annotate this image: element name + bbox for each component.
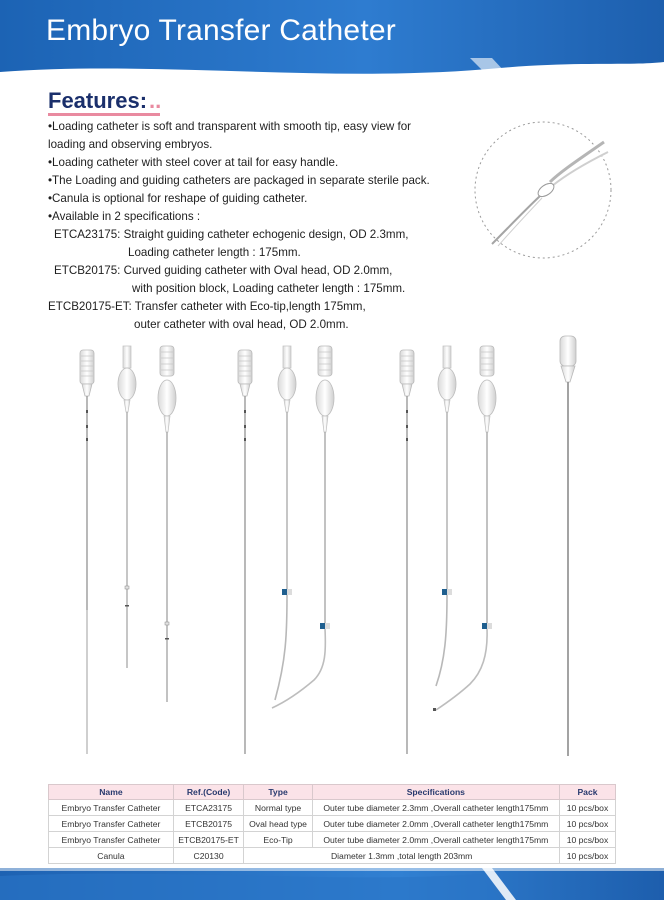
- table-cell: Eco-Tip: [244, 832, 312, 848]
- catheter-set-etcb20175: [238, 346, 334, 754]
- table-cell: Canula: [49, 848, 174, 864]
- table-cell: Embryo Transfer Catheter: [49, 832, 174, 848]
- features-heading-text: Features:: [48, 88, 148, 113]
- table-row-canula: [49, 848, 616, 864]
- footer-banner: [0, 868, 664, 900]
- spec-etca23175-cont: Loading catheter length : 175mm.: [128, 246, 301, 259]
- features-heading: [48, 88, 161, 114]
- feature-item: •The Loading and guiding catheters are packaged in separate sterile pack.: [48, 174, 430, 187]
- spec-etcb20175-et: ETCB20175-ET: Transfer catheter with Eco-tip,length 175mm,: [48, 300, 366, 313]
- table-cell: 10 pcs/box: [559, 816, 615, 832]
- footer-wave-decoration: [0, 868, 664, 900]
- specifications-table: [48, 784, 616, 864]
- features-underline: [48, 113, 160, 116]
- table-cell: Outer tube diameter 2.0mm ,Overall catheter length175mm: [312, 832, 559, 848]
- feature-item: •Loading catheter with steel cover at tail for easy handle.: [48, 156, 339, 169]
- feature-item: loading and observing embryos.: [48, 138, 213, 151]
- feature-list: [48, 118, 468, 334]
- feature-item: •Available in 2 specifications :: [48, 210, 201, 223]
- table-row: [49, 816, 616, 832]
- canula-illustration: [560, 336, 576, 756]
- table-cell: Normal type: [244, 800, 312, 816]
- catheter-set-etca23175: [80, 346, 176, 754]
- table-cell: Outer tube diameter 2.0mm ,Overall catheter length175mm: [312, 816, 559, 832]
- table-cell: Embryo Transfer Catheter: [49, 816, 174, 832]
- column-header: Name: [49, 785, 174, 800]
- table-cell: Diameter 1.3mm ,total length 203mm: [244, 848, 560, 864]
- spec-etcb20175: ETCB20175: Curved guiding catheter with Oval head, OD 2.0mm,: [54, 264, 393, 277]
- header-banner: [0, 0, 664, 78]
- table-cell: Outer tube diameter 2.3mm ,Overall catheter length175mm: [312, 800, 559, 816]
- table-header-row: [49, 785, 616, 800]
- catheter-tip-closeup-illustration: [468, 120, 618, 260]
- product-illustrations: [0, 330, 664, 770]
- feature-item: •Canula is optional for reshape of guiding catheter.: [48, 192, 308, 205]
- header-wave-decoration: [0, 58, 664, 78]
- table-cell: ETCB20175-ET: [173, 832, 244, 848]
- table-cell: C20130: [173, 848, 244, 864]
- features-heading-dots: ..: [149, 88, 162, 113]
- table-cell: ETCA23175: [173, 800, 244, 816]
- column-header: Ref.(Code): [173, 785, 244, 800]
- table-cell: 10 pcs/box: [559, 800, 615, 816]
- table-cell: ETCB20175: [173, 816, 244, 832]
- table-cell: 10 pcs/box: [559, 848, 615, 864]
- table-cell: Embryo Transfer Catheter: [49, 800, 174, 816]
- spec-etca23175: ETCA23175: Straight guiding catheter echogenic design, OD 2.3mm,: [54, 228, 409, 241]
- spec-etcb20175-cont: with position block, Loading catheter length : 175mm.: [132, 282, 406, 295]
- column-header: Type: [244, 785, 312, 800]
- feature-item: •Loading catheter is soft and transparent with smooth tip, easy view for: [48, 120, 412, 133]
- page-title: Embryo Transfer Catheter: [46, 14, 396, 47]
- table-row: [49, 832, 616, 848]
- table-cell: 10 pcs/box: [559, 832, 615, 848]
- spec-etcb20175-et-cont: outer catheter with oval head, OD 2.0mm.: [134, 318, 349, 331]
- column-header: Pack: [559, 785, 615, 800]
- catheter-set-etcb20175-et: [400, 346, 496, 754]
- table-row: [49, 800, 616, 816]
- column-header: Specifications: [312, 785, 559, 800]
- table-cell: Oval head type: [244, 816, 312, 832]
